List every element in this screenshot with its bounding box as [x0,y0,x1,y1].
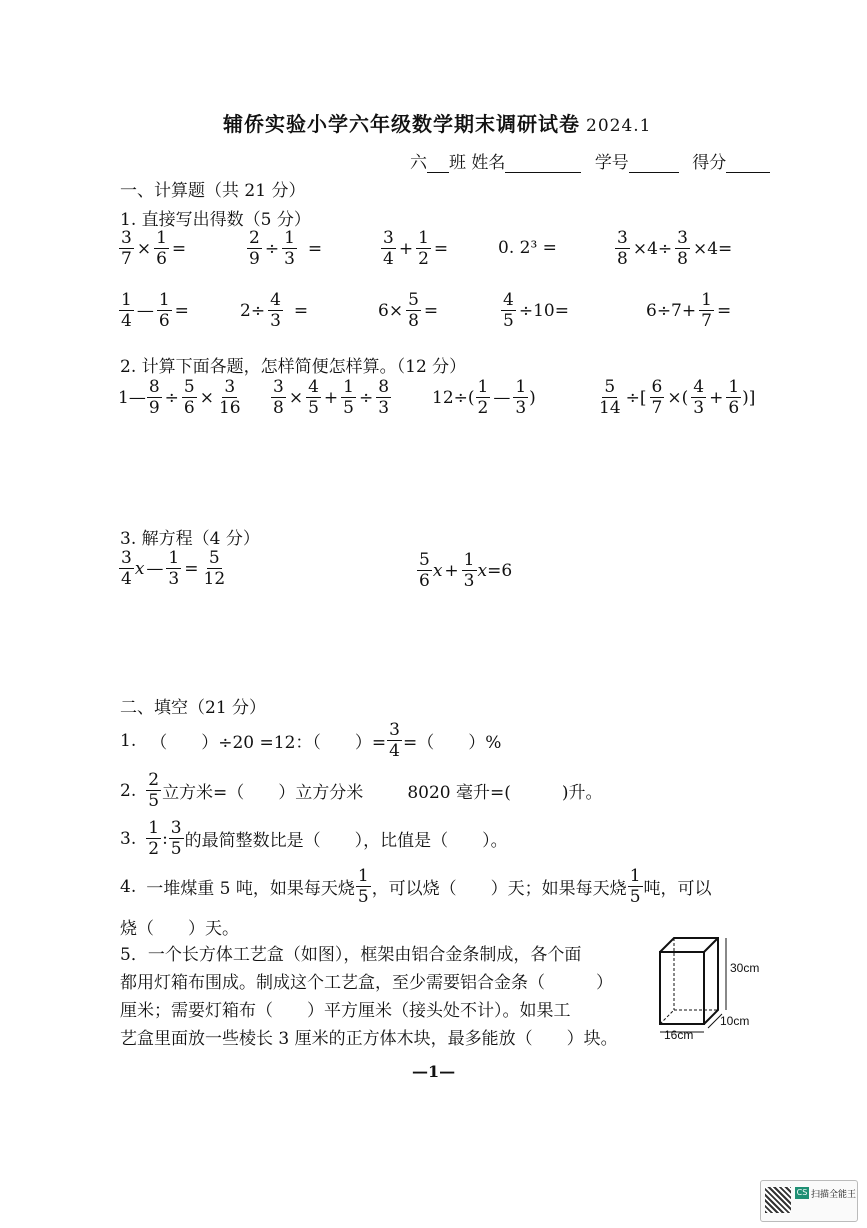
fraction: $\frac{1}{6}$ [728,377,740,418]
name-label: 姓名 [471,153,506,173]
fraction [157,290,172,331]
fraction [247,228,262,269]
hidden-edge [660,1010,674,1024]
fill-q5-line4: 艺盒里面放一些棱长 3 厘米的正方体木块，最多能放（ ）块。 [120,1029,618,1049]
question-text: 吨，可以 [643,879,712,899]
fraction [356,866,371,907]
score-label: 得分 [692,153,727,173]
q1-item-5 [614,228,734,269]
equals: = [423,300,439,321]
denominator: 5 [503,311,514,331]
fraction [628,866,643,907]
fraction [146,770,161,811]
part1-heading: 一、计算题（共 21 分） [120,181,306,201]
fraction: $\frac{4}{5}$ [308,377,319,418]
q2-title: 2. 计算下面各题，怎样简便怎样算。（12 分） [120,357,467,377]
operator: ×4÷ [632,238,673,259]
fraction: $\frac{3}{8}$ [273,377,284,418]
q2-item-3: 12÷( $\frac{1}{2}$ — $\frac{1}{3}$ ) [432,377,536,418]
width-label: 16cm [664,1028,694,1042]
fraction [501,290,516,331]
fraction: $\frac{6}{7}$ [651,377,663,418]
denominator: 5 [170,839,182,859]
cuboid-back-edges [660,938,718,1024]
fraction: $\frac{3}{16}$ [218,377,241,418]
question-number: 3. [120,828,137,849]
denominator: 3 [284,249,295,269]
numerator: 4 [270,290,281,310]
scanner-watermark [760,1180,858,1222]
q2-item-4: $\frac{5}{14}$ ÷[ $\frac{6}{7}$ ×( $\frac{4}{3}$ + $\frac{1}{6}$ )] [599,377,756,418]
q1-item-10 [644,290,733,331]
question-text: 的最简整数比是（ ），比值是（ ）。 [184,831,508,851]
numerator: 5 [408,290,419,310]
fraction: $\frac{1}{5}$ [343,377,354,418]
fraction: $\frac{1}{2}$ [477,377,489,418]
fraction: $\frac{5}{6}$ [183,377,195,418]
denominator: 4 [121,311,132,331]
fraction [146,818,161,859]
operator: × [136,238,152,259]
denominator: 3 [270,311,281,331]
numerator: 1 [158,290,170,310]
q1-item-8 [376,290,440,331]
denominator: 4 [389,741,400,761]
part2-heading: 二、填空（21 分） [120,698,267,718]
q1-item-1 [118,228,188,269]
id-blank [629,172,679,173]
fraction [169,818,184,859]
fill-q4-continued: 烧（ ）天。 [120,919,239,939]
fraction [615,228,630,269]
q3-title: 3. 解方程（4 分） [120,529,260,549]
denominator: 8 [408,311,419,331]
fraction: $\frac{3}{4}$ [121,548,132,589]
fraction [416,228,431,269]
cuboid-front-face [660,952,704,1024]
fraction: $\frac{5}{6}$ [419,550,430,591]
numerator: 1 [357,866,369,886]
class-suffix: 班 [449,153,466,173]
fraction [282,228,297,269]
denominator: 2 [148,839,160,859]
expression-text: 0. 2³ = [498,238,557,258]
operator: ÷10= [518,300,569,321]
denominator: 4 [383,249,394,269]
fraction [268,290,283,331]
denominator: 8 [677,249,688,269]
fraction [381,228,396,269]
q1-item-6 [118,290,191,331]
fraction: $\frac{4}{3}$ [693,377,705,418]
q1-item-9 [500,290,571,331]
equals: = [171,238,187,259]
numerator: 3 [170,818,182,838]
ratio-colon: : [162,828,168,849]
exam-title [223,108,651,137]
numerator: 4 [503,290,514,310]
denominator: 6 [156,249,167,269]
fraction: $\frac{1}{3}$ [515,377,527,418]
equals: = [716,300,732,321]
fraction: $\frac{8}{9}$ [148,377,160,418]
operator: — [136,300,154,321]
denominator: 2 [418,249,429,269]
fill-q5-line1: 5．一个长方体工艺盒（如图），框架由铝合金条制成，各个面 [120,945,582,965]
qr-code-icon [765,1187,791,1213]
numerator: 3 [389,720,400,740]
operator: 2÷ [240,300,266,321]
fraction [119,290,134,331]
fill-q1 [120,720,501,761]
question-text: 一堆煤重 5 吨，如果每天烧 [146,879,355,899]
page-number: —1— [412,1062,456,1081]
equation-2: $\frac{5}{6}$ x + $\frac{1}{3}$ x =6 [419,550,513,591]
numerator: 1 [156,228,167,248]
numerator: 1 [121,290,132,310]
equals: = [433,238,449,259]
denominator: 5 [148,791,160,811]
id-label: 学号 [594,153,629,173]
numerator: 2 [148,770,160,790]
operator: + [398,238,414,259]
name-blank [505,172,581,173]
denominator: 8 [617,249,628,269]
height-label: 30cm [730,961,760,975]
equation-1: $\frac{3}{4}$ x — $\frac{1}{3}$ = $\frac{5}{12}$ [121,548,226,589]
denominator: 9 [249,249,260,269]
operator: 6÷7+ [646,300,697,321]
question-number: 1. [120,730,137,751]
fraction [119,228,134,269]
scanner-logo-icon: CS [796,1188,808,1197]
numerator: 1 [701,290,712,310]
equals: = [307,238,323,259]
numerator: 1 [148,818,160,838]
fraction: $\frac{8}{3}$ [378,377,390,418]
fill-q5-line2: 都用灯箱布围成。制成这个工艺盒，至少需要铝合金条（ ） [120,973,613,993]
title-text: 辅侨实验小学六年级数学期末调研试卷 [223,112,580,136]
fraction [675,228,690,269]
question-text: ，可以烧（ ）天；如果每天烧 [371,879,627,899]
equals: = [174,300,189,321]
depth-label: 10cm [720,1014,750,1028]
denominator: 7 [121,249,132,269]
class-prefix: 六 [410,153,427,173]
question-text: =（ ）% [402,733,502,753]
operator: ÷ [264,238,280,259]
fill-q5-line3: 厘米；需要灯箱布（ ）平方厘米（接头处不计）。如果工 [120,1001,571,1021]
student-info-line [410,148,770,173]
fraction: $\frac{5}{14}$ [599,377,621,418]
numerator: 2 [249,228,260,248]
numerator: 3 [121,228,132,248]
fraction: $\frac{5}{12}$ [203,548,226,589]
numerator: 1 [629,866,641,886]
denominator: 5 [629,887,641,907]
numerator: 3 [383,228,394,248]
numerator: 3 [677,228,688,248]
q1-item-3 [380,228,450,269]
numerator: 1 [284,228,295,248]
numerator: 1 [418,228,429,248]
fill-q2 [120,770,603,811]
question-text: （ ）÷20 =12：（ ）= [150,733,387,753]
fill-q3 [120,818,508,859]
class-blank [427,172,449,173]
fraction: $\frac{1}{3}$ [168,548,180,589]
question-number: 4. [120,876,137,897]
equals: = [293,300,309,321]
score-blank [726,172,770,173]
operator: 6× [378,300,404,321]
question-text: 8020 毫升=( )升。 [407,783,603,803]
q1-title: 1. 直接写出得数（5 分） [120,210,311,230]
cuboid-top-edge [704,938,718,952]
q2-item-1: 1— $\frac{8}{9}$ ÷ $\frac{5}{6}$ × $\frac{3}{16}$ [118,377,241,418]
denominator: 5 [357,887,369,907]
fraction [699,290,714,331]
title-year: 2024.1 [586,116,652,136]
denominator: 7 [701,311,712,331]
q2-item-2: $\frac{3}{8}$ × $\frac{4}{5}$ + $\frac{1}{5}$ ÷ $\frac{8}{3}$ [273,377,390,418]
fill-q4 [120,866,712,907]
fraction [154,228,169,269]
operator: ×4= [692,238,733,259]
fraction: $\frac{1}{3}$ [463,550,475,591]
q1-item-7 [238,290,310,331]
question-text: 立方米=（ ）立方分米 [162,783,364,803]
q1-item-4 [498,238,557,258]
fraction [406,290,421,331]
numerator: 3 [617,228,628,248]
denominator: 6 [158,311,170,331]
fraction [387,720,402,761]
question-number: 2. [120,780,137,801]
scanner-label: 扫描全能王 [811,1190,857,1200]
q1-item-2 [246,228,324,269]
